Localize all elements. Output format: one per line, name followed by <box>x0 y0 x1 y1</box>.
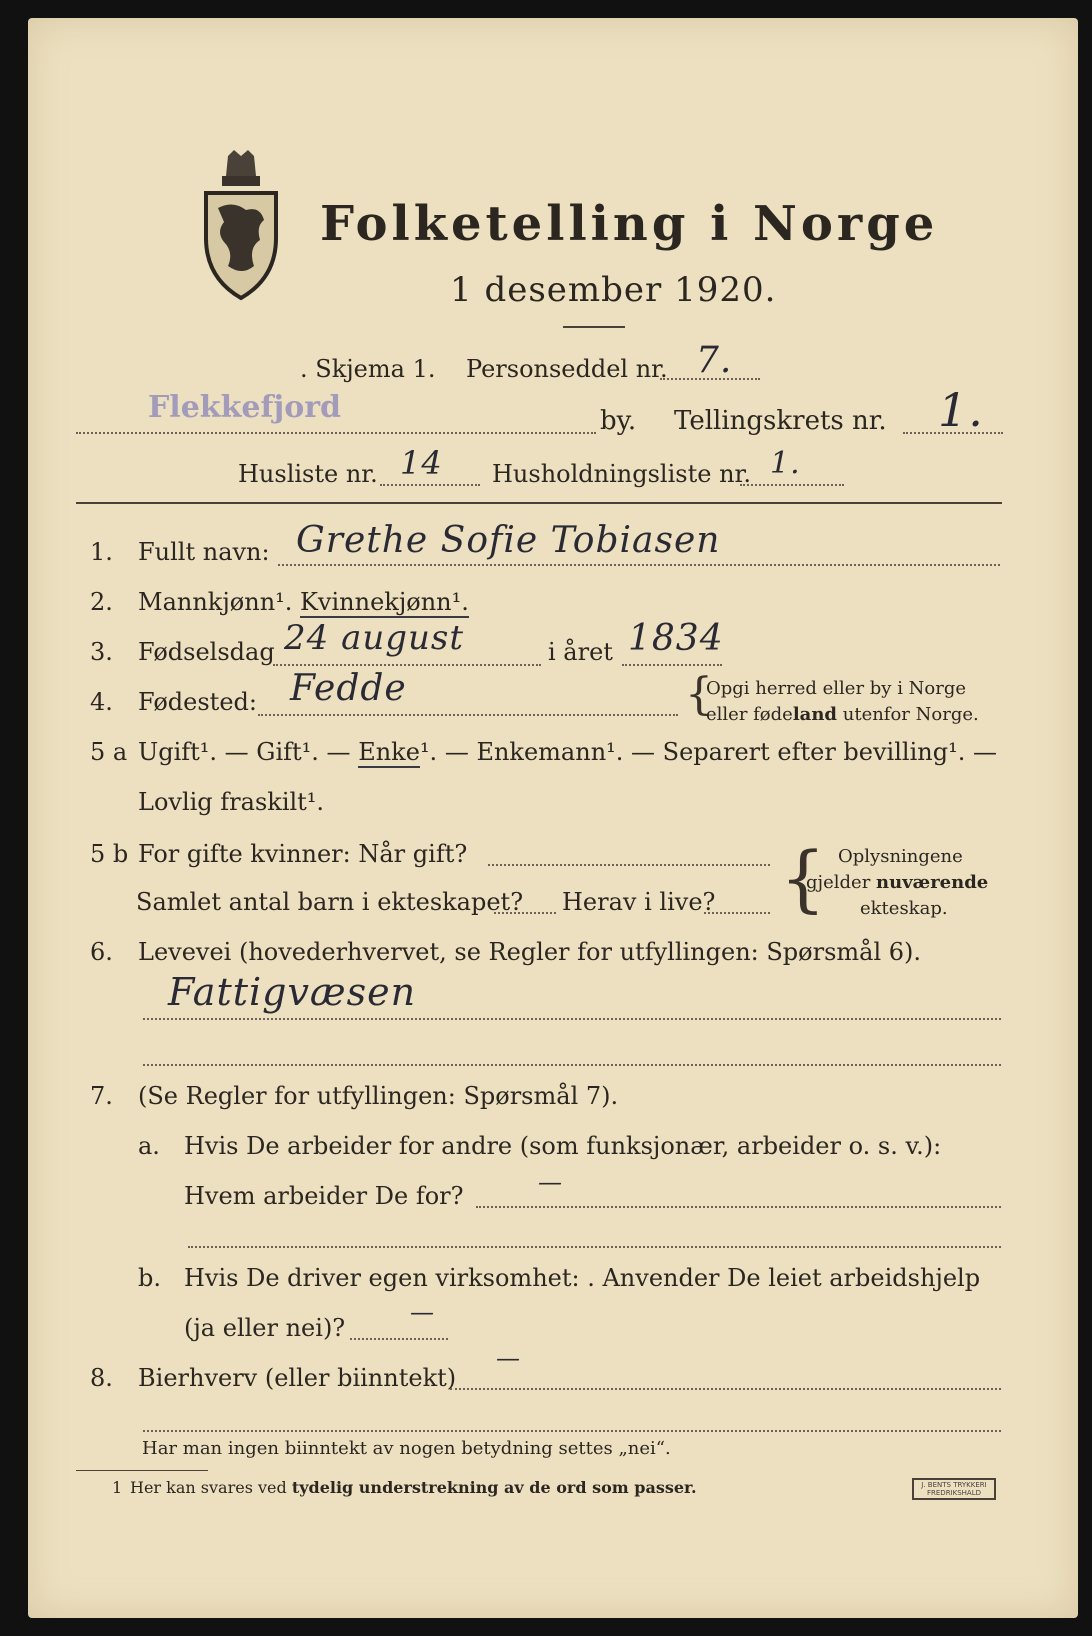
q4-note-line2: eller fødeland utenfor Norge. <box>706 704 979 725</box>
q8-note: Har man ingen biinntekt av nogen betydning settes „nei“. <box>142 1438 671 1459</box>
children-alive-line <box>704 912 770 914</box>
married-when-line <box>488 864 770 866</box>
census-date: 1 desember 1920. <box>450 270 777 310</box>
q4-label: Fødested: <box>138 688 257 716</box>
q5b-note-line2: gjelder nuværende <box>806 872 989 893</box>
printer-mark: J. BENTS TRYKKERI FREDRIKSHALD <box>912 1478 996 1500</box>
q7-label: (Se Regler for utfyllingen: Spørsmål 7). <box>138 1082 619 1110</box>
footnote-rule <box>76 1470 208 1471</box>
personseddel-label: Personseddel nr. <box>466 355 668 383</box>
q5b-number: 5 b <box>90 840 129 868</box>
side-income-line1 <box>450 1388 1001 1390</box>
hired-help-line <box>350 1338 448 1340</box>
q3-label: Fødselsdag <box>138 638 275 666</box>
husholdning-label: Husholdningsliste nr. <box>492 460 751 488</box>
husliste-label: Husliste nr. <box>238 460 378 488</box>
q4-number: 4. <box>90 688 113 716</box>
q5a-text: Ugift¹. — Gift¹. — Enke¹. — Enkemann¹. — Separert efter bevilling¹. — <box>138 738 997 766</box>
q7a-number: a. <box>138 1132 160 1160</box>
municipality-line <box>76 432 596 434</box>
q4-brace: { <box>685 669 713 720</box>
q5b-alive-label: Herav i live? <box>562 888 716 916</box>
gender-female-underlined: Kvinnekjønn¹. <box>300 588 469 616</box>
birthplace-value: Fedde <box>290 668 407 709</box>
occupation-line2 <box>143 1064 1001 1066</box>
birth-year-line <box>622 664 722 666</box>
tellingskrets-label: Tellingskrets nr. <box>674 406 887 436</box>
employer-value: — <box>538 1168 563 1196</box>
q4-note-line1: Opgi herred eller by i Norge <box>706 678 967 699</box>
q8-number: 8. <box>90 1364 113 1392</box>
side-income-line2 <box>143 1430 1001 1432</box>
hired-help-value: — <box>410 1298 435 1326</box>
q5b-children-label: Samlet antal barn i ekteskapet? <box>136 888 524 916</box>
q8-label: Bierhverv (eller biinntekt) <box>138 1364 457 1392</box>
tellingskrets-value: 1. <box>938 383 984 437</box>
q1-number: 1. <box>90 538 113 566</box>
census-form <box>28 18 1078 1618</box>
q7b-line1: Hvis De driver egen virksomhet: . Anvender De leiet arbeidshjelp <box>184 1264 981 1292</box>
q3-year-label: i året <box>548 638 613 666</box>
birthday-line <box>273 664 541 666</box>
q6-label: Levevei (hovederhvervet, se Regler for utfyllingen: Spørsmål 6). <box>138 938 922 966</box>
form-title: Folketelling i Norge <box>320 196 939 252</box>
municipality-stamp: Flekkefjord <box>148 390 341 425</box>
q2-number: 2. <box>90 588 113 616</box>
full-name-value: Grethe Sofie Tobiasen <box>296 520 721 561</box>
husliste-line <box>380 484 480 486</box>
q7a-line2: Hvem arbeider De for? <box>184 1182 464 1210</box>
skjema-label: . Skjema 1. <box>300 355 436 383</box>
q5b-note-line1: Oplysningene <box>838 846 963 867</box>
children-count-line <box>494 912 556 914</box>
q1-label: Fullt navn: <box>138 538 270 566</box>
birthday-value: 24 august <box>284 618 465 658</box>
employer-line1 <box>476 1206 1001 1208</box>
q5b-note-line3: ekteskap. <box>860 898 948 919</box>
by-label: by. <box>600 406 637 436</box>
q3-number: 3. <box>90 638 113 666</box>
occupation-line1 <box>143 1018 1001 1020</box>
q5b-line1: For gifte kvinner: Når gift? <box>138 840 468 868</box>
norway-coat-of-arms-icon <box>198 148 284 303</box>
title-divider <box>563 326 625 328</box>
q6-number: 6. <box>90 938 113 966</box>
q7b-line2: (ja eller nei)? <box>184 1314 346 1342</box>
q7b-number: b. <box>138 1264 161 1292</box>
footnote-text: Her kan svares ved tydelig understrekning av de ord som passer. <box>130 1478 697 1497</box>
footnote-mark: 1 <box>112 1478 123 1497</box>
q7-number: 7. <box>90 1082 113 1110</box>
q5a-number: 5 a <box>90 738 128 766</box>
personseddel-value: 7. <box>696 340 733 381</box>
husholdning-line <box>740 484 844 486</box>
birth-year-value: 1834 <box>628 618 724 659</box>
q1-line <box>278 564 1000 566</box>
birthplace-line <box>258 714 678 716</box>
side-income-value: — <box>496 1344 521 1372</box>
q5a-line2: Lovlig fraskilt¹. <box>138 788 325 816</box>
husliste-value: 14 <box>400 444 443 482</box>
husholdning-value: 1. <box>770 446 801 481</box>
employer-line2 <box>188 1246 1001 1248</box>
marital-enke-underlined: Enke <box>358 738 420 766</box>
q7a-line1: Hvis De arbeider for andre (som funksjonær, arbeider o. s. v.): <box>184 1132 942 1160</box>
q5b-brace: { <box>780 836 826 920</box>
occupation-value: Fattigvæsen <box>168 970 417 1014</box>
gender-male: Mannkjønn¹. <box>138 588 293 616</box>
header-divider <box>76 502 1002 504</box>
